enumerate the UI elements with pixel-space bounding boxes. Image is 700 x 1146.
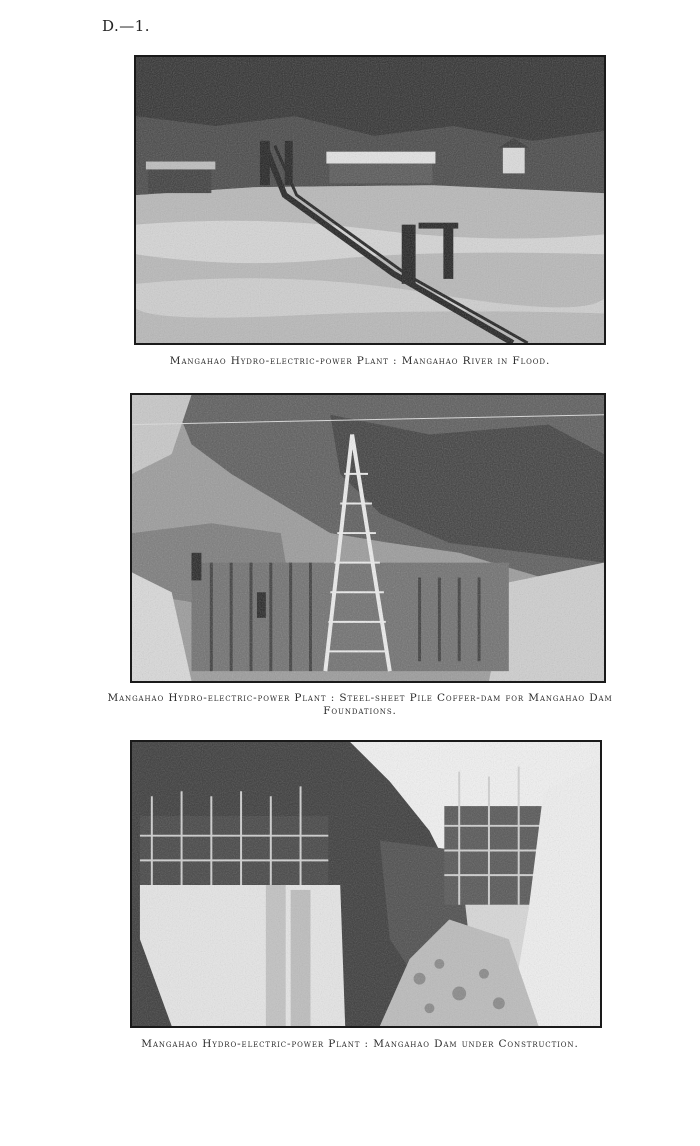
page-reference: D.—1. <box>102 17 151 35</box>
photo-caption: Mangahao Hydro-electric-power Plant : Mangahao River in Flood. <box>169 355 551 367</box>
photo-coffer-dam <box>130 393 606 683</box>
photo-dam-under-construction <box>130 740 602 1028</box>
photo-caption: Mangahao Hydro-electric-power Plant : Steel-sheet Pile Coffer-dam for Mangahao Dam Foundations. <box>107 692 613 717</box>
photo-caption: Mangahao Hydro-electric-power Plant : Mangahao Dam under Construction. <box>141 1038 579 1050</box>
photo-river-in-flood <box>134 55 606 345</box>
